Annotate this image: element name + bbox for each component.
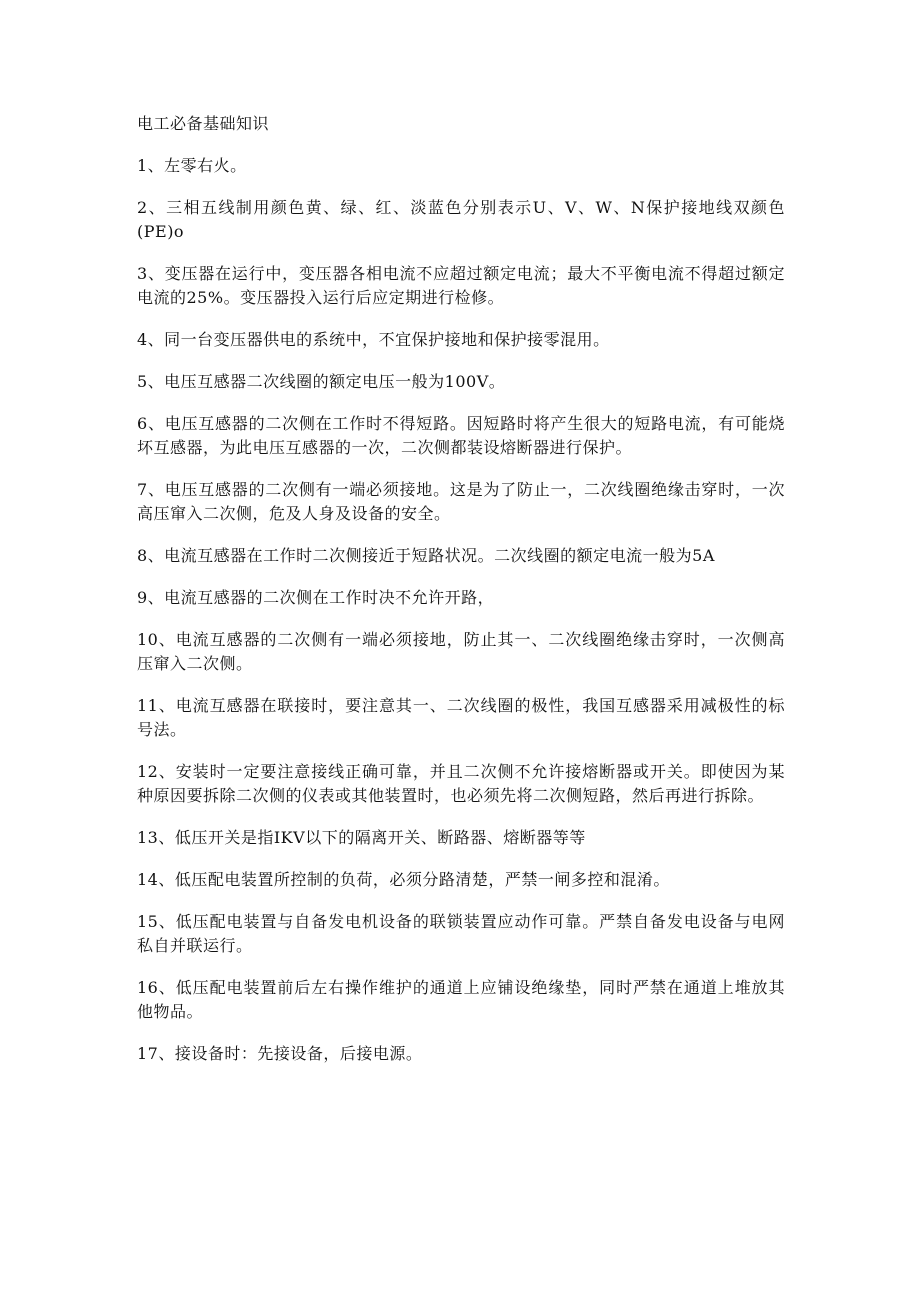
list-item: 17、接设备时：先接设备，后接电源。 [137, 1044, 423, 1063]
list-item: 11、电流互感器在联接时，要注意其一、二次线圈的极性，我国互感器采用减极性的标号法。 [137, 696, 785, 739]
list-item: 6、电压互感器的二次侧在工作时不得短路。因短路时将产生很大的短路电流，有可能烧坏互感器，为此电压互感器的一次，二次侧都装设熔断器进行保护。 [137, 414, 785, 457]
list-item: 3、变压器在运行中，变压器各相电流不应超过额定电流；最大不平衡电流不得超过额定电流的25%。变压器投入运行后应定期进行检修。 [137, 264, 785, 307]
list-item: 12、安装时一定要注意接线正确可靠，并且二次侧不允许接熔断器或开关。即使因为某种原因要拆除二次侧的仪表或其他装置时，也必须先将二次侧短路，然后再进行拆除。 [137, 762, 785, 805]
list-item: 13、低压开关是指IKV以下的隔离开关、断路器、熔断器等等 [137, 828, 586, 847]
list-item: 7、电压互感器的二次侧有一端必须接地。这是为了防止一，二次线圈绝缘击穿时，一次高压窜入二次侧，危及人身及设备的安全。 [137, 480, 785, 523]
list-item: 2、三相五线制用颜色黄、绿、红、淡蓝色分别表示U、V、W、N保护接地线双颜色(PE)o [137, 198, 785, 241]
list-item: 4、同一台变压器供电的系统中，不宜保护接地和保护接零混用。 [137, 330, 610, 349]
list-item: 5、电压互感器二次线圈的额定电压一般为100V。 [137, 372, 506, 391]
document-page [137, 112, 785, 1084]
list-item: 1、左零右火。 [137, 156, 247, 175]
document-title: 电工必备基础知识 [137, 114, 270, 133]
list-item: 15、低压配电装置与自备发电机设备的联锁装置应动作可靠。严禁自备发电设备与电网私自并联运行。 [137, 912, 785, 955]
list-item: 10、电流互感器的二次侧有一端必须接地，防止其一、二次线圈绝缘击穿时，一次侧高压窜入二次侧。 [137, 630, 785, 673]
list-item: 8、电流互感器在工作时二次侧接近于短路状况。二次线圈的额定电流一般为5A [137, 546, 715, 565]
list-item: 14、低压配电装置所控制的负荷，必须分路清楚，严禁一闸多控和混淆。 [137, 870, 670, 889]
list-item: 16、低压配电装置前后左右操作维护的通道上应铺设绝缘垫，同时严禁在通道上堆放其他物品。 [137, 978, 785, 1021]
list-item: 9、电流互感器的二次侧在工作时决不允许开路， [137, 588, 495, 607]
